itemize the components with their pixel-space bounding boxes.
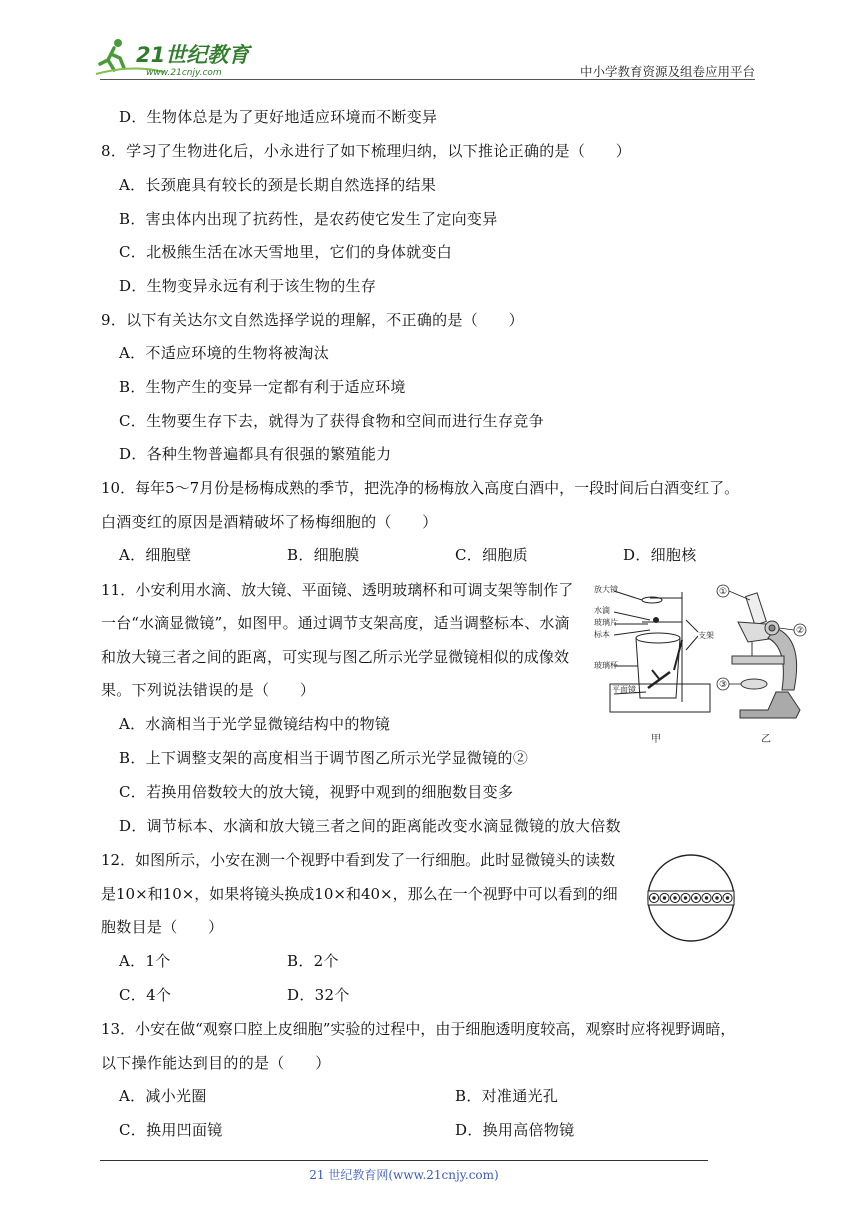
- label-plane-mirror: 平面镜: [612, 685, 636, 694]
- q7-option-d: D．生物体总是为了更好地适应环境而不断变异: [119, 108, 438, 126]
- q9-stem: 9．以下有关达尔文自然选择学说的理解，不正确的是（ ）: [101, 311, 524, 329]
- cell-nucleus: [653, 897, 655, 899]
- q8-stem: 8．学习了生物进化后，小永进行了如下梳理归纳，以下推论正确的是（ ）: [101, 142, 632, 160]
- figure-caption-yi: 乙: [761, 734, 771, 745]
- q9-option-a: A．不适应环境的生物将被淘汰: [119, 344, 330, 362]
- q8-option-b: B．害虫体内出现了抗药性，是农药使它发生了定向变异: [119, 210, 498, 228]
- figure-caption-jia: 甲: [651, 734, 661, 745]
- q12-field-of-view-figure: [636, 852, 746, 944]
- q11-option-b: B．上下调整支架的高度相当于调节图乙所示光学显微镜的②: [119, 749, 529, 767]
- label-circle-2: ②: [795, 626, 805, 636]
- q11-stem-line2: 一台“水滴显微镜”，如图甲。通过调节支架高度，适当调整标本、水滴: [101, 614, 570, 632]
- logo-url: www.21cnjy.com: [146, 68, 222, 78]
- q8-option-a: A．长颈鹿具有较长的颈是长期自然选择的结果: [119, 176, 437, 194]
- q10-option-d: D．细胞核: [623, 546, 697, 564]
- optical-microscope-diagram: [732, 593, 800, 718]
- q12-option-a: A．1个: [119, 952, 171, 970]
- footer-divider: [100, 1160, 708, 1161]
- label-circle-1: ①: [718, 587, 728, 597]
- label-glass-slide: 玻璃片: [594, 618, 618, 627]
- q11-stem-line3: 和放大镜三者之间的距离，可实现与图乙所示光学显微镜相似的成像效: [101, 648, 570, 666]
- q9-option-d: D．各种生物普遍都具有很强的繁殖能力: [119, 445, 392, 463]
- q12-stem-line3: 胞数目是（ ）: [101, 918, 224, 936]
- q13-stem-line1: 13．小安在做“观察口腔上皮细胞”实验的过程中，由于细胞透明度较高，观察时应将视野调暗，: [101, 1020, 736, 1038]
- q9-option-c: C．生物要生存下去，就得为了获得食物和空间而进行生存竞争: [119, 412, 544, 430]
- q10-stem-line1: 10．每年5～7月份是杨梅成熟的季节，把洗净的杨梅放入高度白酒中，一段时间后白酒变红了。: [101, 479, 740, 497]
- q13-option-b: B．对准通光孔: [455, 1087, 559, 1105]
- q11-stem-line4: 果。下列说法错误的是（ ）: [101, 681, 316, 699]
- cell-nucleus: [684, 897, 686, 899]
- q11-option-d: D．调节标本、水滴和放大镜三者之间的距离能改变水滴显微镜的放大倍数: [119, 817, 621, 835]
- q13-option-d: D．换用高倍物镜: [455, 1121, 575, 1139]
- label-water-drop: 水滴: [594, 606, 610, 615]
- cell-nucleus: [716, 897, 718, 899]
- q12-stem-line1: 12．如图所示，小安在测一个视野中看到发了一行细胞。此时显微镜头的读数: [101, 851, 616, 869]
- logo-text: 21世纪教育: [136, 43, 250, 67]
- cell-nucleus: [663, 897, 665, 899]
- q11-figure: [590, 580, 820, 748]
- q12-stem-line2: 是10×和10×，如果将镜头换成10×和40×，那么在一个视野中可以看到的细: [101, 885, 618, 903]
- q12-option-d: D．32个: [287, 986, 350, 1004]
- cell-nucleus: [705, 897, 707, 899]
- site-logo: [94, 34, 264, 78]
- q12-option-b: B．2个: [287, 952, 339, 970]
- q12-option-c: C．4个: [119, 986, 172, 1004]
- q9-option-b: B．生物产生的变异一定都有利于适应环境: [119, 378, 406, 396]
- label-support: 支架: [698, 631, 714, 640]
- q8-option-d: D．生物变异永远有利于该生物的生存: [119, 277, 377, 295]
- footer-text: 21 世纪教育网(www.21cnjy.com): [309, 1168, 499, 1182]
- cell-nucleus: [674, 897, 676, 899]
- q11-option-a: A．水滴相当于光学显微镜结构中的物镜: [119, 715, 391, 733]
- label-glass-cup: 玻璃杯: [594, 661, 618, 670]
- q10-option-c: C．细胞质: [455, 546, 528, 564]
- q8-option-c: C．北极熊生活在冰天雪地里，它们的身体就变白: [119, 243, 453, 261]
- q10-option-a: A．细胞壁: [119, 546, 192, 564]
- q13-stem-line2: 以下操作能达到目的的是（ ）: [101, 1054, 331, 1072]
- q11-option-c: C．若换用倍数较大的放大镜，视野中观到的细胞数目变多: [119, 783, 514, 801]
- label-circle-3: ③: [718, 680, 728, 690]
- label-specimen: 标本: [594, 630, 610, 639]
- q10-option-b: B．细胞膜: [287, 546, 360, 564]
- q13-option-c: C．换用凹面镜: [119, 1121, 223, 1139]
- q10-stem-line2: 白酒变红的原因是酒精破坏了杨梅细胞的（ ）: [101, 513, 438, 531]
- label-magnifier: 放大镜: [594, 585, 618, 594]
- cell-nucleus: [726, 897, 728, 899]
- header-divider: [100, 79, 755, 80]
- q13-option-a: A．减小光圈: [119, 1087, 207, 1105]
- q11-stem-line1: 11．小安利用水滴、放大镜、平面镜、透明玻璃杯和可调支架等制作了: [101, 581, 574, 599]
- header-platform-text: 中小学教育资源及组卷应用平台: [579, 64, 755, 79]
- cell-nucleus: [695, 897, 697, 899]
